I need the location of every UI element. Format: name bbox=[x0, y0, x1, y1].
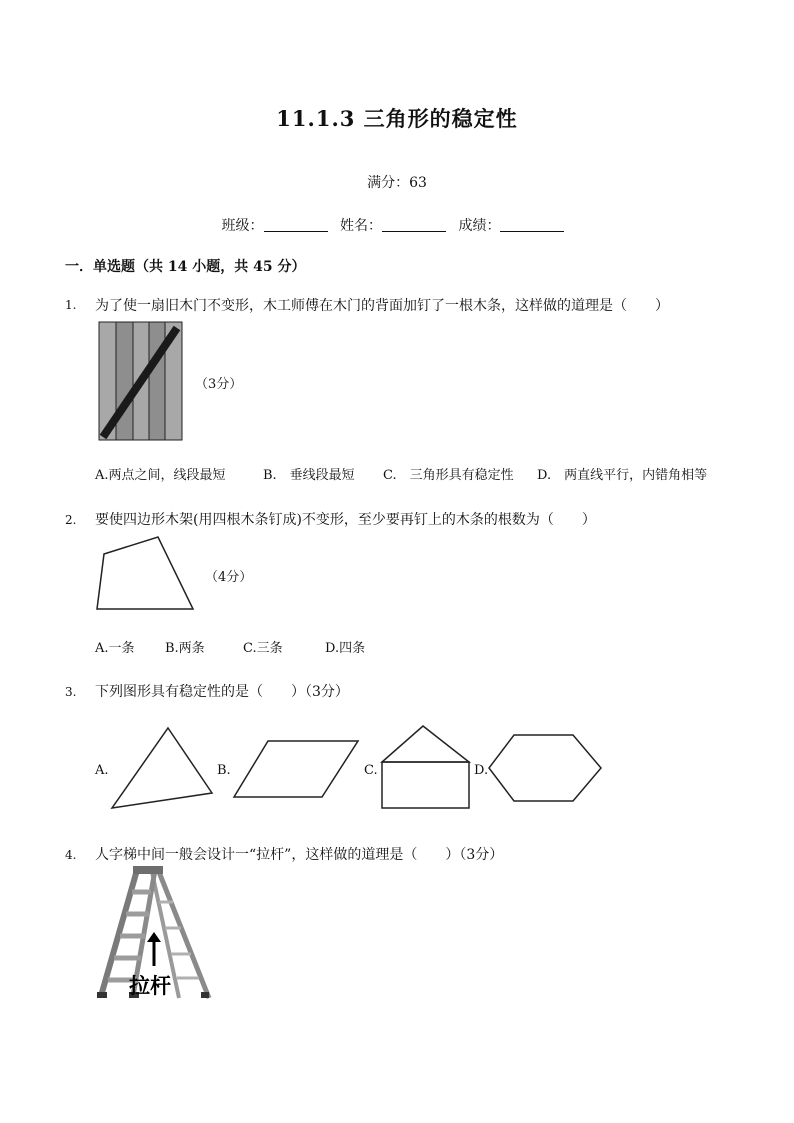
section-heading: 一．单选题（共 14 小题，共 45 分） bbox=[65, 259, 306, 275]
hexagon-shape[interactable] bbox=[487, 733, 603, 803]
option-c[interactable]: C. 三角形具有稳定性 bbox=[383, 468, 514, 483]
name-label: 姓名： bbox=[340, 218, 382, 234]
question-text: 要使四边形木架(用四根木条钉成)不变形，至少要再钉上的木条的根数为（ ） bbox=[95, 512, 596, 528]
class-blank bbox=[264, 217, 328, 232]
question-number: 4. bbox=[65, 848, 77, 862]
class-label: 班级： bbox=[221, 218, 264, 234]
option-c[interactable]: C.三条 bbox=[243, 641, 283, 656]
option-d[interactable]: D.四条 bbox=[325, 641, 366, 656]
full-score: 满分：63 bbox=[367, 175, 427, 191]
question-number: 2. bbox=[65, 513, 77, 527]
option-c-label[interactable]: C. bbox=[364, 763, 378, 778]
parallelogram-shape[interactable] bbox=[232, 739, 360, 799]
option-b[interactable]: B. 垂线段最短 bbox=[263, 468, 355, 483]
question-score: （3分） bbox=[195, 377, 243, 392]
grade-blank bbox=[500, 217, 564, 232]
option-b-label[interactable]: B. bbox=[217, 763, 231, 778]
student-info bbox=[0, 215, 794, 235]
option-d[interactable]: D. 两直线平行，内错角相等 bbox=[537, 468, 708, 483]
question-number: 3. bbox=[65, 685, 77, 699]
question-number: 1. bbox=[65, 298, 77, 312]
option-a[interactable]: A.两点之间，线段最短 bbox=[95, 468, 226, 483]
question-text: 下列图形具有稳定性的是（ ）（3分） bbox=[95, 684, 349, 700]
question-text: 人字梯中间一般会设计一“拉杆”，这样做的道理是（ ）（3分） bbox=[95, 847, 504, 863]
page-title: 11.1.3 三角形的稳定性 bbox=[276, 106, 518, 131]
option-b[interactable]: B.两条 bbox=[165, 641, 205, 656]
house-shape[interactable] bbox=[380, 725, 472, 810]
wooden-door-figure bbox=[99, 322, 183, 441]
grade-label: 成绩： bbox=[458, 218, 501, 234]
quadrilateral-frame-figure bbox=[96, 536, 196, 612]
name-blank bbox=[382, 217, 446, 232]
question-text: 为了使一扇旧木门不变形，木工师傅在木门的背面加钉了一根木条，这样做的道理是（ ） bbox=[95, 298, 669, 314]
arrow-label: 拉杆 bbox=[129, 974, 171, 998]
triangle-shape[interactable] bbox=[110, 727, 214, 809]
option-a-label[interactable]: A. bbox=[95, 763, 109, 778]
option-d-label[interactable]: D. bbox=[474, 763, 489, 778]
question-score: （4分） bbox=[205, 570, 253, 585]
option-a[interactable]: A.一条 bbox=[95, 641, 135, 656]
